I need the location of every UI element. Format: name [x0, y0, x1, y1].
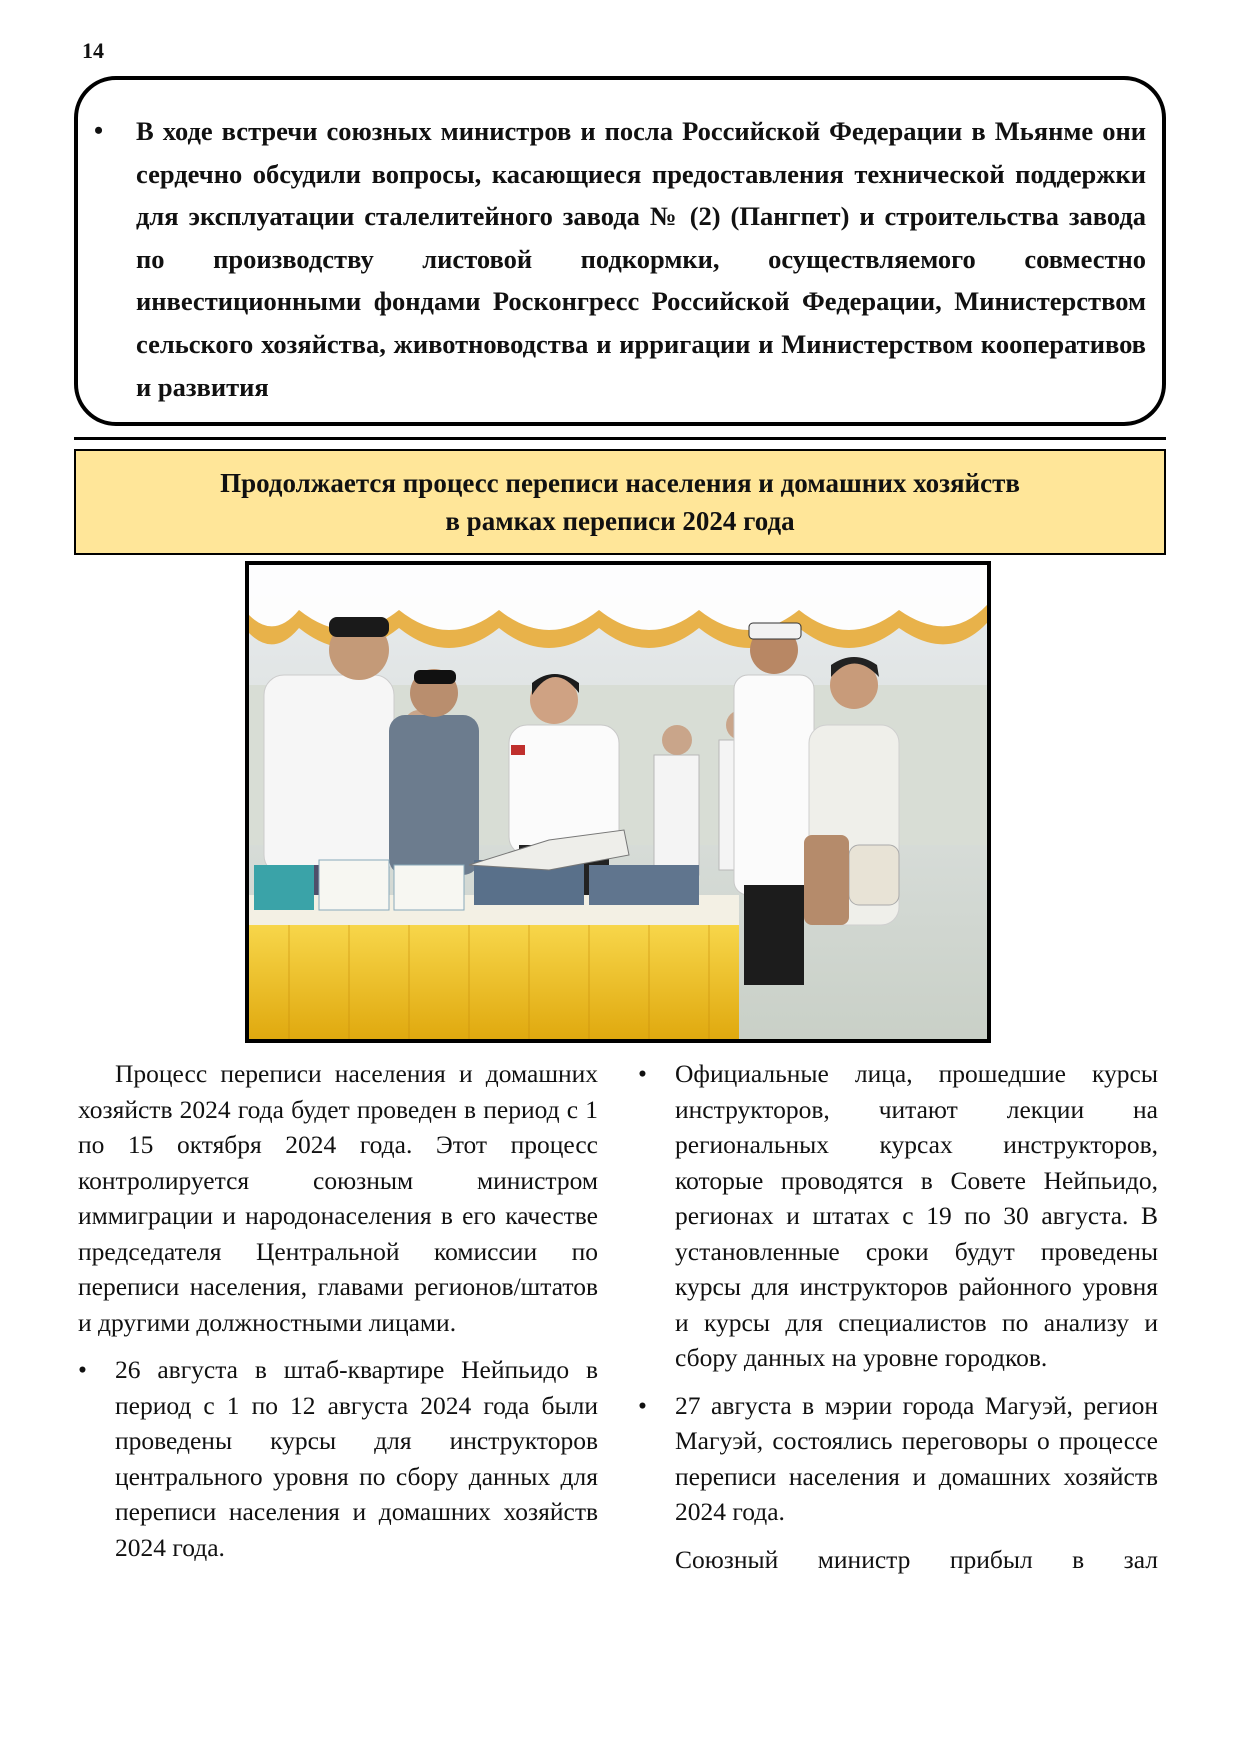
bullet-regional-instructor-courses: • Официальные лица, прошедшие курсы инструкторов, читают лекции на региональных курсах инструкторов, которые проводятся в Совете Нейпьидо, регионах и штатах с 19 по 30 августа. В установленные сроки будут проведены курсы для инструкторов районного уровня и курсы для специалистов по анализу и сбору данных на уровне городков.	[638, 1056, 1158, 1376]
event-photo	[245, 561, 991, 1043]
left-column	[78, 1056, 598, 1577]
bullet-central-instructor-courses: • 26 августа в штаб-квартире Нейпьидо в период с 1 по 12 августа 2024 года были проведены курсы для инструкторов центрального уровня по сбору данных для переписи населения и домашних хозяйств 2024 года.	[78, 1352, 598, 1565]
event-photo-illustration	[249, 565, 987, 1039]
continued-paragraph: Союзный министр прибыл в зал	[675, 1544, 1158, 1574]
bullet-magway-talks: • 27 августа в мэрии города Магуэй, регион Магуэй, состоялись переговоры о процессе переписи населения и домашних хозяйств 2024 года.	[638, 1388, 1158, 1530]
headline-line-1: Продолжается процесс переписи населения и домашних хозяйств	[220, 468, 1020, 498]
census-intro-paragraph: Процесс переписи населения и домашних хозяйств 2024 года будет проведен в период с 1 по 15 октября 2024 года. Этот процесс контролируется союзным министром иммиграции и народонаселения в его качестве председателя Центральной комиссии по переписи населения, главами регионов/штатов и другими должностными лицами.	[78, 1059, 598, 1337]
article-headline	[74, 449, 1166, 555]
section-divider	[74, 437, 1166, 440]
headline-line-2: в рамках переписи 2024 года	[445, 506, 795, 536]
right-column	[638, 1056, 1158, 1589]
page-number: 14	[82, 38, 104, 63]
boxed-note	[74, 76, 1166, 426]
boxed-note-text: • В ходе встречи союзных министров и посла Российской Федерации в Мьянме они сердечно обсудили вопросы, касающиеся предоставления технической поддержки для эксплуатации сталелитейного завода № (2) (Пангпет) и строительства завода по производству листовой подкормки, осуществляемого совместно инвестиционными фондами Росконгресс Российской Федерации, Министерством сельского хозяйства, животноводства и ирригации и Министерством кооперативов и развития	[136, 110, 1146, 408]
